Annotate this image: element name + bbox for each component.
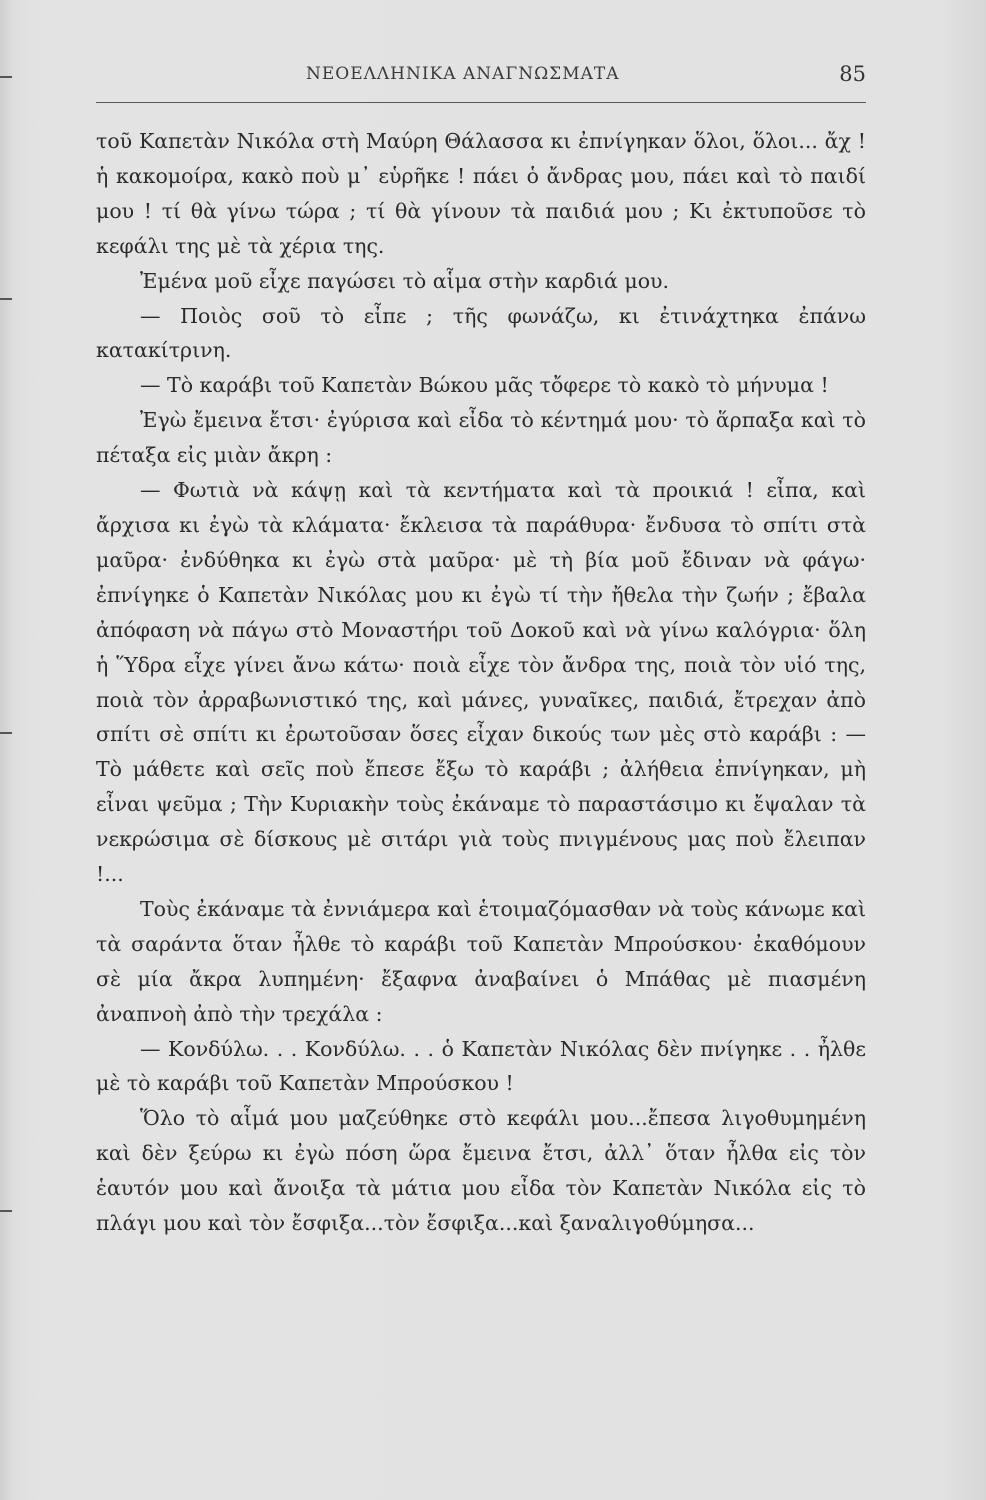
page-edge-mark	[0, 1210, 12, 1212]
page-number: 85	[839, 62, 866, 86]
page-edge-mark	[0, 298, 12, 300]
paragraph: τοῦ Καπετὰν Νικόλα στὴ Μαύρη Θάλασσα κι ἐπνίγηκαν ὅλοι, ὅλοι... ἄχ ! ἡ κακομοίρα, κακὸ ποὺ μ᾽ εὑρῆκε ! πάει ὁ ἄνδρας μου, πάει καὶ τὸ παιδί μου ! τί θὰ γίνω τώρα ; τί θὰ γίνουν τὰ παιδιά μου ; Κι ἐκτυποῦσε τὸ κεφάλι της μὲ τὰ χέρια της.	[96, 129, 866, 258]
paragraph: Τοὺς ἐκάναμε τὰ ἐννιάμερα καὶ ἑτοιμαζόμασθαν νὰ τοὺς κάνωμε καὶ τὰ σαράντα ὅταν ἦλθε τὸ καράβι τοῦ Καπετὰν Μπρούσκου· ἐκαθόμουν σὲ μία ἄκρα λυπημένη· ἔξαφνα ἀναβαίνει ὁ Μπάθας μὲ πιασμένη ἀναπνοὴ ἀπὸ τὴν τρεχάλα :	[96, 896, 866, 1026]
paragraph: — Τὸ καράβι τοῦ Καπετὰν Βώκου μᾶς τὄφερε τὸ κακὸ τὸ μήνυμα !	[140, 373, 829, 398]
paragraph: Ὅλο τὸ αἷμά μου μαζεύθηκε στὸ κεφάλι μου...ἔπεσα λιγοθυμημένη καὶ δὲν ξεύρω κι ἐγὼ πόση ὥρα ἔμεινα ἔτσι, ἀλλ᾽ ὅταν ἦλθα εἰς τὸν ἑαυτόν μου καὶ ἄνοιξα τὰ μάτια μου εἶδα τὸν Καπετὰν Νικόλα εἰς τὸ πλάγι μου καὶ τὸν ἔσφιξα...τὸν ἔσφιξα...καὶ ξαναλιγοθύμησα...	[96, 1106, 866, 1236]
paragraph: — Φωτιὰ νὰ κάψῃ καὶ τὰ κεντήματα καὶ τὰ προικιά ! εἶπα, καὶ ἄρχισα κι ἐγὼ τὰ κλάματα· ἔκλεισα τὰ παράθυρα· ἔνδυσα τὸ σπίτι στὰ μαῦρα· ἐνδύθηκα κι ἐγὼ στὰ μαῦρα· μὲ τὴ βία μοῦ ἔδιναν νὰ φάγω· ἐπνίγηκε ὁ Καπετὰν Νικόλας μου κι ἐγὼ τί τὴν ἤθελα τὴν ζωήν ; ἔβαλα ἀπόφαση νὰ πάγω στὸ Μοναστήρι τοῦ Δοκοῦ καὶ νὰ γίνω καλόγρια· ὅλη ἡ Ὕδρα εἶχε γίνει ἄνω κάτω· ποιὰ εἶχε τὸν ἄνδρα της, ποιὰ τὸν υἱό της, ποιὰ τὸν ἀρραβωνιστικό της, καὶ μάνες, γυναῖκες, παιδιά, ἔτρεχαν ἀπὸ σπίτι σὲ σπίτι κι ἐρωτοῦσαν ὅσες εἶχαν δικούς των μὲς στὸ καράβι : — Τὸ μάθετε καὶ σεῖς ποὺ ἔπεσε ἔξω τὸ καράβι ; ἀλήθεια ἐπνίγηκαν, μὴ εἶναι ψεῦμα ; Τὴν Κυριακὴν τοὺς ἐκάναμε τὸ παραστάσιμο κι ἔψαλαν τὰ νεκρώσιμα σὲ δίσκους μὲ σιτάρι γιὰ τοὺς πνιγμένους μας ποὺ ἔλειπαν !...	[96, 478, 866, 887]
paragraph: — Κονδύλω. . . Κονδύλω. . . ὁ Καπετὰν Νικόλας δὲν πνίγηκε . . ἦλθε μὲ τὸ καράβι τοῦ Καπετὰν Μπρούσκου !	[96, 1036, 866, 1096]
paragraph: — Ποιὸς σοῦ τὸ εἶπε ; τῆς φωνάζω, κι ἐτινάχτηκα ἐπάνω κατακίτρινη.	[96, 303, 866, 363]
page-edge-mark	[0, 732, 12, 734]
page-header	[96, 62, 866, 102]
header-rule	[96, 102, 866, 103]
running-title: ΝΕΟΕΛΛΗΝΙΚΑ ΑΝΑΓΝΩΣΜΑΤΑ	[306, 64, 620, 84]
body-text	[96, 124, 866, 1241]
page-edge-mark	[0, 76, 12, 78]
paragraph: Ἐγὼ ἔμεινα ἔτσι· ἐγύρισα καὶ εἶδα τὸ κέντημά μου· τὸ ἅρπαξα καὶ τὸ πέταξα εἰς μιὰν ἄκρη :	[96, 408, 866, 468]
paragraph: Ἐμένα μοῦ εἶχε παγώσει τὸ αἷμα στὴν καρδιά μου.	[140, 268, 670, 293]
